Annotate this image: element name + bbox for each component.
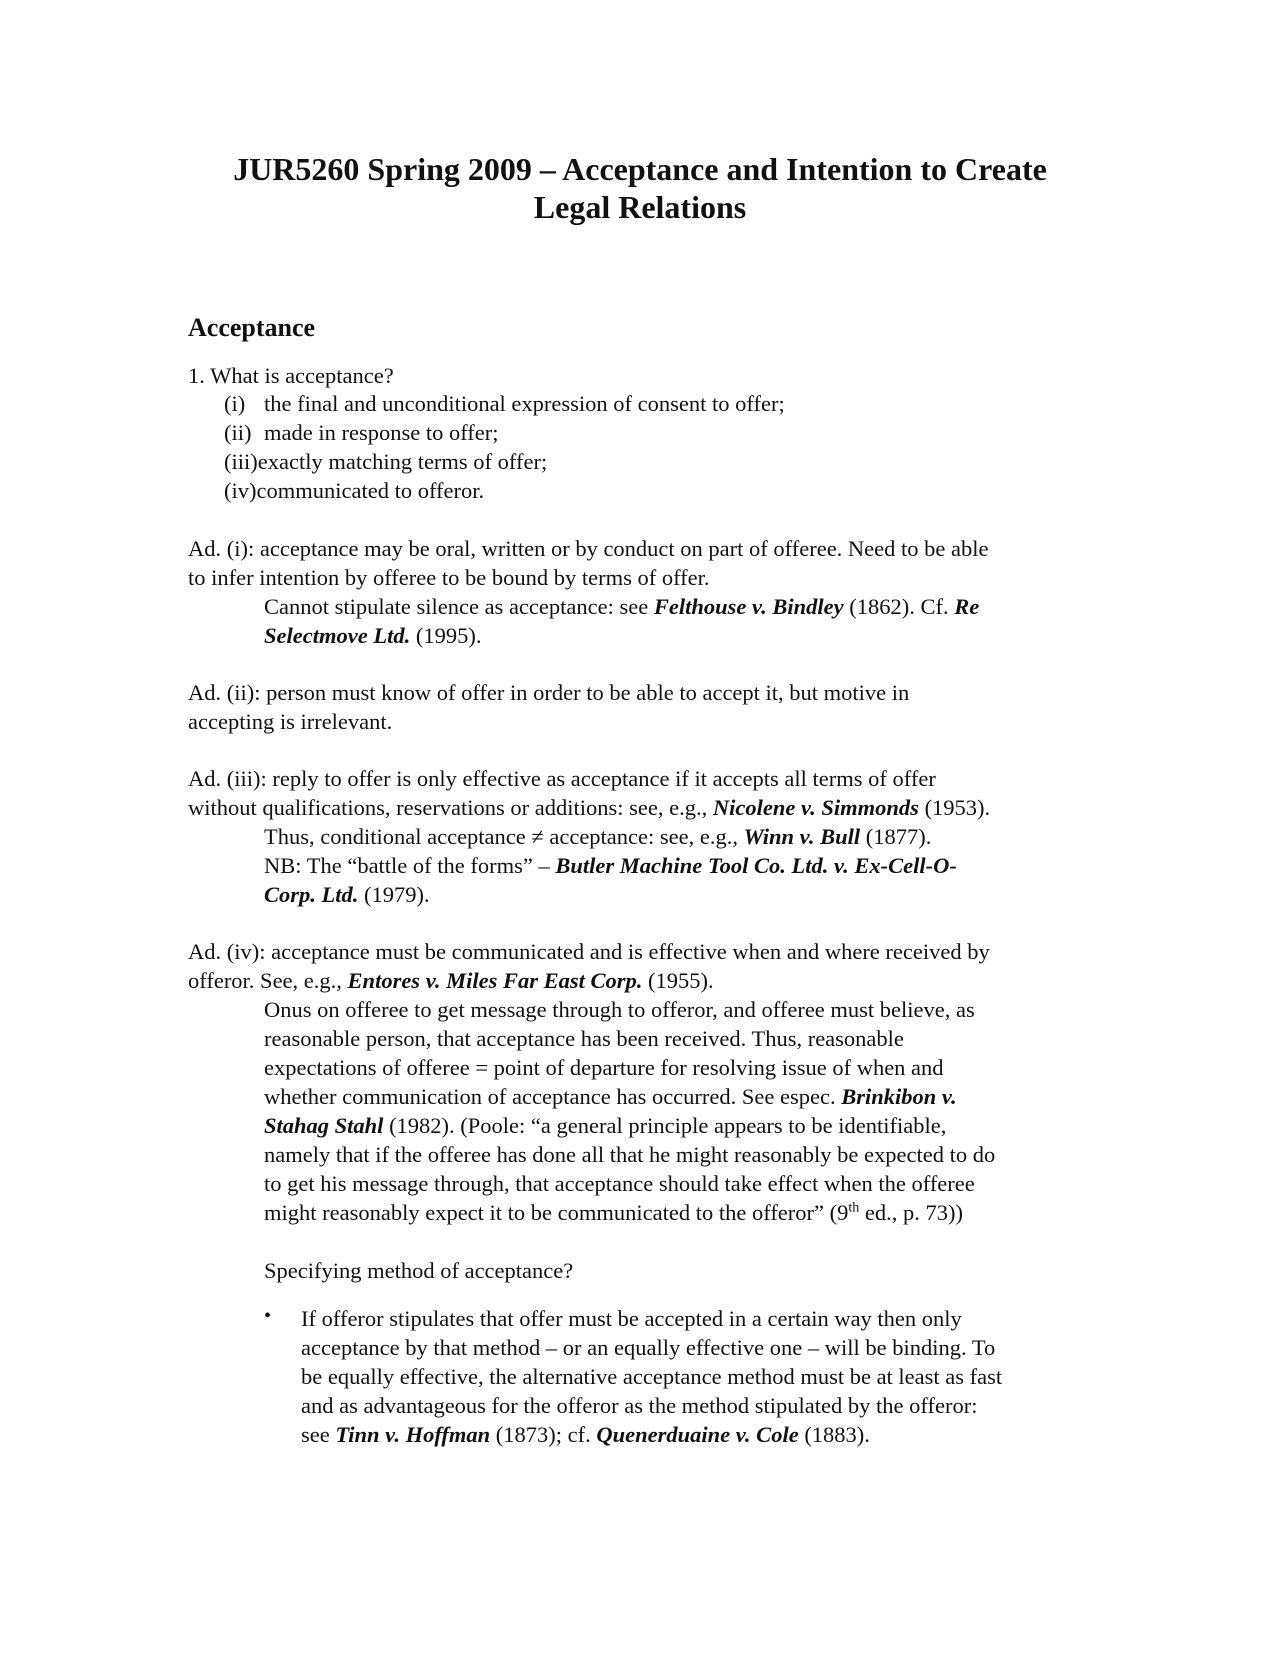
case-citation: Nicolene v. Simmonds	[712, 795, 919, 820]
list-item	[224, 418, 499, 447]
document-title	[140, 150, 1140, 226]
list-item	[224, 447, 547, 476]
title-line-2: Legal Relations	[533, 189, 747, 225]
item-text: communicated to offeror.	[256, 478, 485, 503]
paragraph-line: to get his message through, that acceptance should take effect when the offeree	[264, 1171, 975, 1196]
paragraph-line	[264, 1082, 957, 1111]
paragraph-line	[264, 880, 430, 909]
bullet-icon: •	[264, 1305, 272, 1327]
question-text: 1. What is acceptance?	[188, 363, 394, 388]
text-run: (1995).	[410, 623, 482, 648]
paragraph-line: expectations of offeree = point of departure for resolving issue of when and	[264, 1055, 944, 1080]
text-run: (1955).	[642, 968, 714, 993]
item-label: (iv)	[224, 478, 257, 503]
text-run: offeror. See, e.g.,	[188, 968, 348, 993]
item-label: (iii)	[224, 449, 258, 474]
section-heading: Acceptance	[188, 313, 316, 342]
paragraph-line: and as advantageous for the offeror as the method stipulated by the offeror:	[301, 1393, 978, 1418]
text-run: (1883).	[798, 1422, 870, 1447]
case-citation: Entores v. Miles Far East Corp.	[347, 968, 643, 993]
title-line-1: JUR5260 Spring 2009 – Acceptance and Intention to Create	[233, 151, 1047, 187]
item-text: exactly matching terms of offer;	[257, 449, 548, 474]
text-run: (1862). Cf.	[843, 594, 955, 619]
text-run: ed., p. 73))	[859, 1200, 964, 1225]
paragraph-line	[264, 851, 957, 880]
text-run: Thus, conditional acceptance ≠ acceptance: see, e.g.,	[264, 824, 744, 849]
paragraph-line	[188, 793, 990, 822]
text-run: (1979).	[358, 882, 430, 907]
paragraph-line: acceptance by that method – or an equally effective one – will be binding. To	[301, 1335, 996, 1360]
paragraph-line	[264, 621, 481, 650]
paragraph-line: Ad. (iii): reply to offer is only effective as acceptance if it accepts all terms of offer	[188, 766, 936, 791]
paragraph-line: Ad. (iv): acceptance must be communicated and is effective when and where received by	[188, 939, 990, 964]
text-run: whether communication of acceptance has occurred. See espec.	[264, 1084, 842, 1109]
subheading: Specifying method of acceptance?	[264, 1258, 574, 1283]
item-label: (ii)	[224, 420, 252, 445]
paragraph-line: accepting is irrelevant.	[188, 709, 393, 734]
item-text: the final and unconditional expression of consent to offer;	[264, 391, 785, 416]
list-item	[224, 389, 785, 418]
list-item	[224, 476, 484, 505]
case-citation: Butler Machine Tool Co. Ltd. v. Ex-Cell-O-	[555, 853, 957, 878]
text-run: Cannot stipulate silence as acceptance: see	[264, 594, 654, 619]
paragraph-line: to infer intention by offeree to be bound by terms of offer.	[188, 565, 710, 590]
paragraph-line	[264, 1111, 946, 1140]
paragraph-line	[264, 822, 931, 851]
paragraph-line	[264, 1198, 963, 1227]
paragraph-line	[264, 592, 979, 621]
case-citation: Corp. Ltd.	[264, 882, 359, 907]
case-citation: Tinn v. Hoffman	[335, 1422, 491, 1447]
paragraph-line: namely that if the offeree has done all that he might reasonably be expected to do	[264, 1142, 996, 1167]
text-run: (1953).	[918, 795, 991, 820]
case-citation: Re	[954, 594, 980, 619]
text-run: see	[301, 1422, 336, 1447]
case-citation: Selectmove Ltd.	[264, 623, 411, 648]
paragraph-line: reasonable person, that acceptance has been received. Thus, reasonable	[264, 1026, 904, 1051]
case-citation: Quenerduaine v. Cole	[596, 1422, 799, 1447]
text-run: (1877).	[860, 824, 932, 849]
case-citation: Brinkibon v.	[841, 1084, 957, 1109]
case-citation: Felthouse v. Bindley	[653, 594, 844, 619]
text-run: (1873); cf.	[490, 1422, 597, 1447]
text-run: might reasonably expect it to be communicated to the offeror” (9	[264, 1200, 849, 1225]
paragraph-line: Onus on offeree to get message through to offeror, and offeree must believe, as	[264, 997, 975, 1022]
case-citation: Winn v. Bull	[743, 824, 861, 849]
paragraph-line: be equally effective, the alternative acceptance method must be at least as fast	[301, 1364, 1003, 1389]
item-label: (i)	[224, 391, 246, 416]
paragraph-line	[188, 966, 714, 995]
item-text: made in response to offer;	[264, 420, 499, 445]
case-citation: Stahag Stahl	[264, 1113, 384, 1138]
paragraph-line: If offeror stipulates that offer must be accepted in a certain way then only	[301, 1306, 962, 1331]
paragraph-line	[301, 1420, 870, 1449]
paragraph-line: Ad. (i): acceptance may be oral, written or by conduct on part of offeree. Need to be able	[188, 536, 989, 561]
paragraph-line: Ad. (ii): person must know of offer in order to be able to accept it, but motive in	[188, 680, 910, 705]
text-run: NB: The “battle of the forms” –	[264, 853, 556, 878]
text-run: (1982). (Poole: “a general principle appears to be identifiable,	[383, 1113, 947, 1138]
text-run: without qualifications, reservations or additions: see, e.g.,	[188, 795, 713, 820]
superscript: th	[848, 1200, 860, 1216]
